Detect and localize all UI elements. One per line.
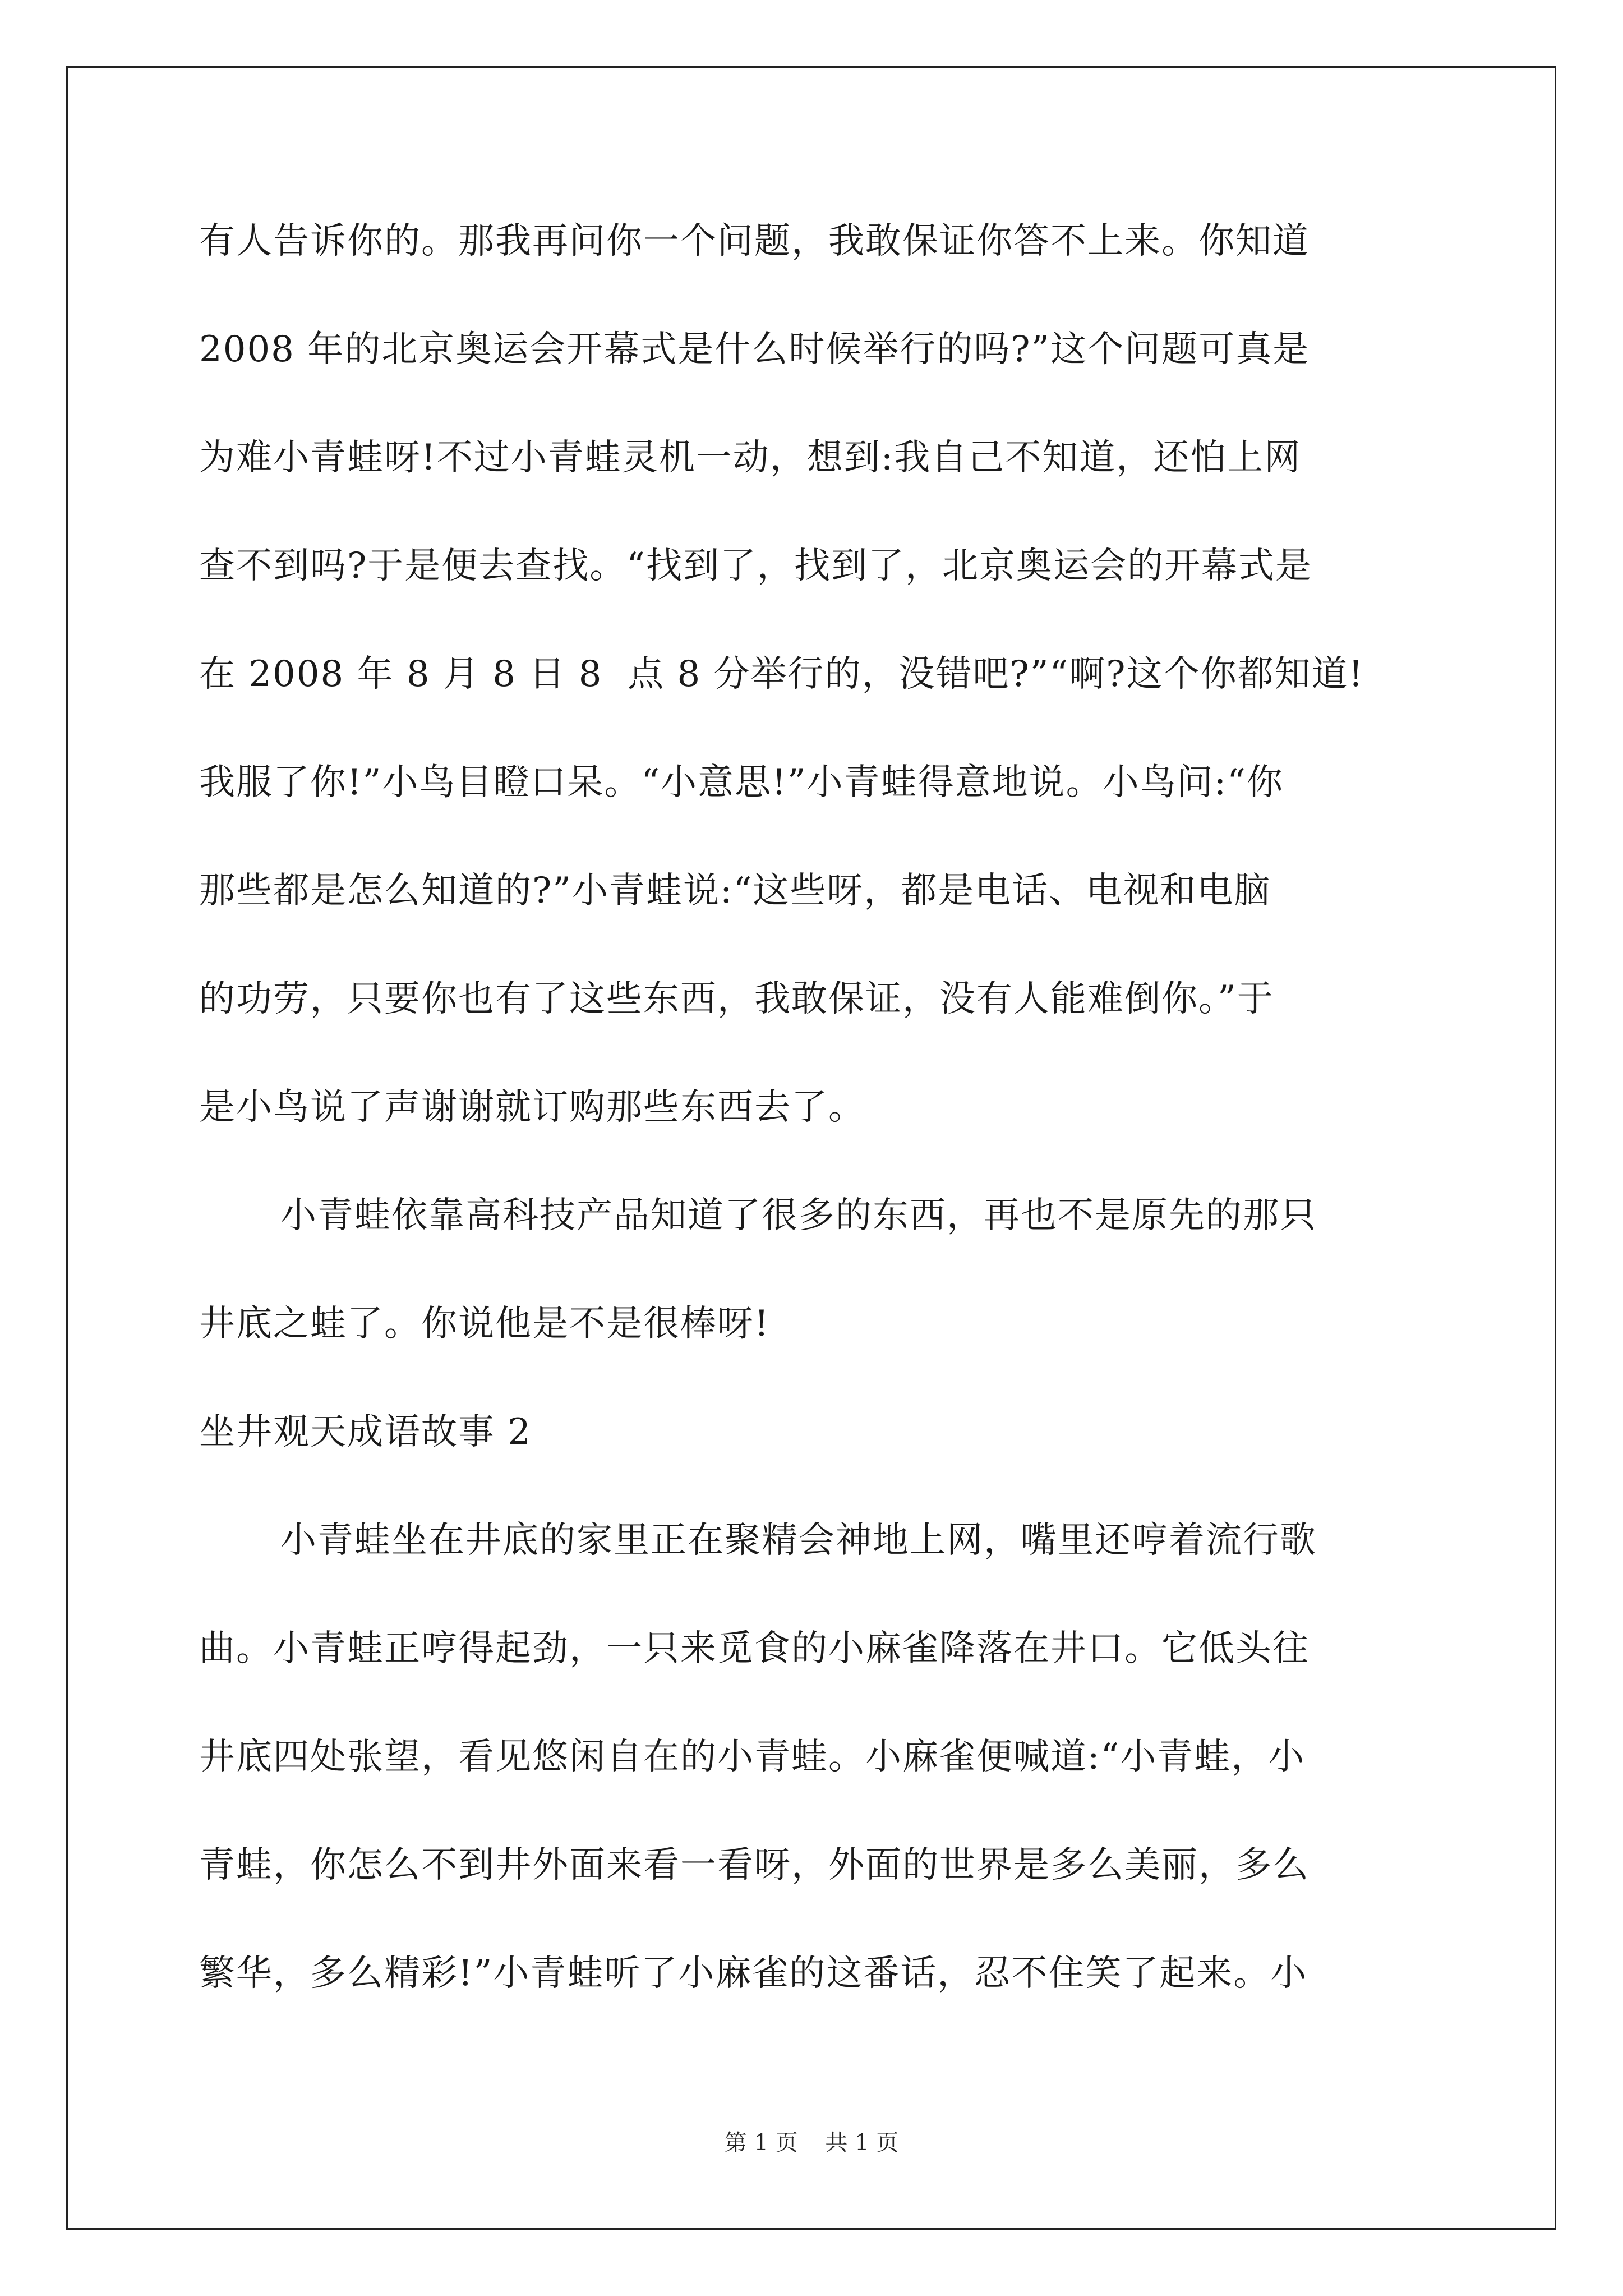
text-line: 井底四处张望，看见悠闲自在的小青蛙。小麻雀便喊道:“小青蛙，小 bbox=[199, 1736, 1306, 1778]
text-line: 有人告诉你的。那我再问你一个问题，我敢保证你答不上来。你知道 bbox=[199, 220, 1310, 262]
text-line: 我服了你!”小鸟目瞪口呆。“小意思!”小青蛙得意地说。小鸟问:“你 bbox=[199, 762, 1284, 803]
text-line: 是小鸟说了声谢谢就订购那些东西去了。 bbox=[199, 1087, 865, 1128]
text-line: 的功劳，只要你也有了这些东西，我敢保证，没有人能难倒你。”于 bbox=[199, 978, 1274, 1020]
page-footer bbox=[0, 2129, 1623, 2156]
text-line: 井底之蛙了。你说他是不是很棒呀! bbox=[199, 1303, 770, 1345]
text-line: 2008 年的北京奥运会开幕式是什么时候举行的吗?”这个问题可真是 bbox=[199, 329, 1310, 370]
paragraph-first-line: 小青蛙坐在井底的家里正在聚精会神地上网，嘴里还哼着流行歌 bbox=[280, 1520, 1317, 1561]
text-line: 那些都是怎么知道的?”小青蛙说:“这些呀，都是电话、电视和电脑 bbox=[199, 870, 1271, 912]
section-heading: 坐井观天成语故事 2 bbox=[199, 1411, 532, 1453]
page-border bbox=[66, 66, 1556, 2230]
page-number: 第 1 页 bbox=[724, 2130, 798, 2156]
text-line: 为难小青蛙呀!不过小青蛙灵机一动，想到:我自己不知道，还怕上网 bbox=[199, 437, 1302, 478]
text-line: 在 2008 年 8 月 8 日 8 点 8 分举行的，没错吧?”“啊?这个你都知道! bbox=[199, 654, 1364, 695]
text-line: 查不到吗?于是便去查找。“找到了，找到了，北京奥运会的开幕式是 bbox=[199, 545, 1313, 587]
text-line: 青蛙，你怎么不到井外面来看一看呀，外面的世界是多么美丽，多么 bbox=[199, 1844, 1310, 1886]
paragraph-first-line: 小青蛙依靠高科技产品知道了很多的东西，再也不是原先的那只 bbox=[280, 1195, 1317, 1236]
text-line: 繁华，多么精彩!”小青蛙听了小麻雀的这番话，忍不住笑了起来。小 bbox=[199, 1953, 1308, 1994]
text-line: 曲。小青蛙正哼得起劲，一只来觅食的小麻雀降落在井口。它低头往 bbox=[199, 1628, 1310, 1669]
page-total: 共 1 页 bbox=[825, 2130, 899, 2156]
